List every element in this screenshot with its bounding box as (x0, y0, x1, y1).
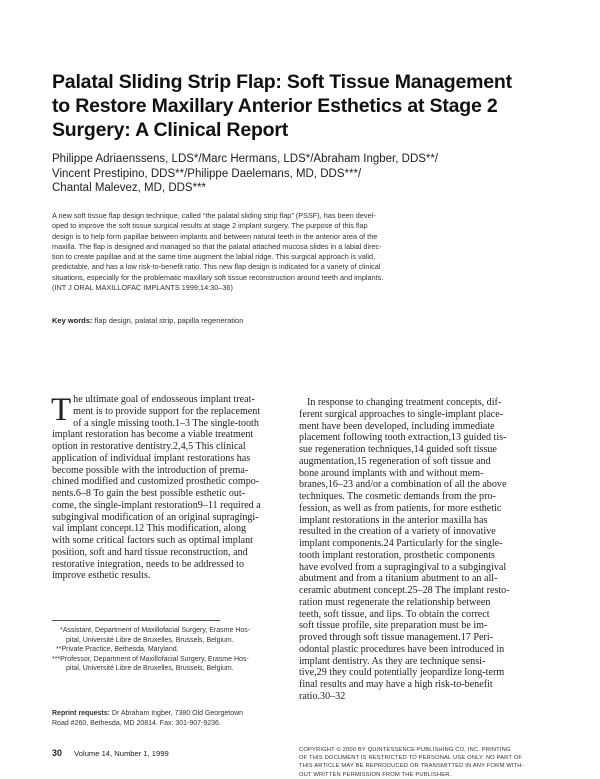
abstract-line: design is to help form papillae between implants and between natural teeth in the anterior area of the (52, 231, 378, 241)
body-line: implant components.24 Particularly for the single- (299, 538, 503, 549)
article-title (52, 70, 522, 142)
body-line: option in restorative dentistry.2,4,5 This clinical (52, 441, 246, 452)
body-line: proved through soft tissue management.17 Peri- (299, 632, 493, 643)
body-line: soft tissue profile, site preparation must be im- (299, 620, 488, 632)
body-line: augmentation,15 regeneration of soft tissue and (299, 455, 491, 467)
abstract (52, 211, 492, 293)
keywords (52, 316, 492, 326)
footnote-line: pital, Université Libre de Bruxelles, Brussels, Belgium. (66, 665, 234, 673)
body-line: tive,29 they could potentially jeopardize long-term (299, 667, 505, 679)
body-line: odontal plastic procedures have been introduced in (299, 643, 505, 655)
body-line: he ultimate goal of endosseous implant treat- (73, 394, 255, 405)
body-line: become possible with the introduction of prema- (52, 464, 249, 476)
body-line: final results and may have a high risk-to-benefit (299, 679, 493, 690)
body-line: teeth, soft tissue, and lips. To obtain the correct (299, 608, 490, 620)
body-line: position, soft and hard tissue reconstruction, and (52, 546, 248, 558)
body-line: bone around implants with and without mem- (299, 467, 484, 479)
reprint-address-line: Dr Abraham Ingber, 7380 Old Georgetown (111, 710, 244, 717)
abstract-citation: (INT J ORAL MAXILLOFAC IMPLANTS 1999;14:30–36) (52, 283, 233, 293)
abstract-line: oped to improve the soft tissue surgical results at stage 2 implant surgery. The purpose of this flap (52, 221, 368, 231)
body-line: resulted in the creation of a variety of innovative (299, 526, 496, 538)
title-line: Surgery: A Clinical Report (52, 119, 289, 141)
copyright-notice (299, 746, 549, 779)
footnote-divider (52, 620, 220, 621)
body-line: of a single missing tooth.1–3 The single-tooth (73, 417, 259, 429)
footnote-line: *Assistant, Department of Maxillofacial Surgery, Erasme Hos- (60, 627, 251, 634)
body-column-left (52, 394, 280, 582)
body-line: ration must regenerate the relationship between (299, 596, 491, 608)
body-line: branes,16–23 and/or a combination of all the above (299, 479, 507, 491)
reprint-label: Reprint requests: (52, 710, 110, 717)
keywords-label: Key words: (52, 316, 93, 325)
body-line: with some critical factors such as optimal implant (52, 535, 253, 546)
body-line: subgingival modification of an original supragingi- (52, 511, 259, 523)
body-line: val implant concept.12 This modification, along (52, 523, 247, 535)
author-line: Vincent Prestipino, DDS**/Philippe Daelemans, MD, DDS***/ (52, 167, 362, 180)
affiliation-footnotes (52, 626, 282, 674)
copyright-line: OUT WRITTEN PERMISSION FROM THE PUBLISHER. (299, 771, 452, 778)
page-number: 30 (52, 748, 63, 758)
body-line: ferent surgical approaches to single-implant place- (299, 408, 504, 420)
footnote-line: ***Professor, Department of Maxillofacial Surgery, Erasme Hos- (52, 655, 249, 663)
abstract-line: maxilla. The flap is designed and managed so that the palatal attached mucosa slides in a labial direc- (52, 241, 382, 251)
journal-issue: Volume 14, Number 1, 1999 (74, 749, 169, 758)
drop-cap: T (51, 392, 72, 428)
abstract-line: situations, especially for the problematic maxillary soft tissue reconstruction around teeth and implants. (52, 272, 384, 282)
body-line: application of individual implant restorations has (52, 452, 251, 464)
body-line: placement following tooth extraction,13 guided tis- (299, 432, 507, 444)
body-line: tooth implant restoration, prosthetic components (299, 549, 495, 561)
author-line: Philippe Adriaenssens, LDS*/Marc Hermans, LDS*/Abraham Ingber, DDS**/ (52, 153, 439, 165)
author-list (52, 152, 522, 196)
abstract-line: predictable, and has a low risk-to-benefit ratio. This new flap design is indicated for a variety of clinical (52, 262, 381, 272)
title-line: Palatal Sliding Strip Flap: Soft Tissue Management (52, 71, 512, 93)
body-line: ceramic abutment concept.25–28 The implant resto- (299, 585, 510, 596)
page-footer (52, 748, 169, 758)
body-line: restorative integration, needs to be addressed to (52, 558, 244, 570)
title-line: to Restore Maxillary Anterior Esthetics at Stage 2 (52, 95, 498, 117)
body-line: abutment and from a titanium abutment to an all- (299, 573, 498, 585)
body-line: implant restoration has become a viable treatment (52, 429, 254, 441)
abstract-line: tion to create papillae and at the same time augment the labial ridge. This surgical approach is valid, (52, 252, 376, 262)
body-line: chined modified and customized prosthetic compo- (52, 476, 260, 488)
abstract-line: A new soft tissue flap design technique, called “the palatal sliding strip flap” (PSSF), has been devel- (52, 211, 376, 220)
keywords-text: flap design, palatal strip, papilla regeneration (94, 316, 244, 325)
reprint-requests (52, 709, 282, 729)
body-line: sue regeneration techniques,14 guided soft tissue (299, 444, 497, 455)
footnote-line: **Private Practice, Bethesda, Maryland. (56, 646, 179, 654)
reprint-address-line: Road #260, Bethesda, MD 20814. Fax: 301-907-9236. (52, 719, 221, 727)
body-line: In response to changing treatment concepts, dif- (307, 397, 502, 408)
copyright-line: COPYRIGHT © 2000 BY QUINTESSENCE PUBLISHING CO, INC. PRINTING (299, 747, 511, 753)
body-line: techniques. The cosmetic demands from the pro- (299, 491, 496, 502)
body-line: ment is to provide support for the replacement (73, 405, 261, 417)
body-line: implant restorations in the anterior maxilla has (299, 514, 488, 526)
footnote-line: pital, Université Libre de Bruxelles, Brussels, Belgium. (66, 636, 234, 644)
body-line: implant dentistry. As they are technique sensi- (299, 655, 486, 667)
body-line: fession, as well as from patients, for more esthetic (299, 502, 502, 514)
copyright-line: OF THIS DOCUMENT IS RESTRICTED TO PERSONAL USE ONLY. NO PART OF (299, 755, 523, 762)
body-line: ratio.30–32 (299, 690, 346, 702)
body-line: come, the single-implant restoration9–11 required a (52, 499, 261, 511)
body-line: have evolved from a supragingival to a subgingival (299, 561, 507, 573)
author-line: Chantal Malevez, MD, DDS*** (52, 182, 207, 195)
copyright-line: THIS ARTICLE MAY BE REPRODUCED OR TRANSMITTED IN ANY FORM WITH- (299, 763, 524, 770)
body-line: nents.6–8 To gain the best possible esthetic out- (52, 488, 246, 499)
body-column-right (299, 397, 529, 703)
body-line: improve esthetic results. (52, 570, 151, 582)
body-line: ment have been developed, including immediate (299, 420, 495, 432)
